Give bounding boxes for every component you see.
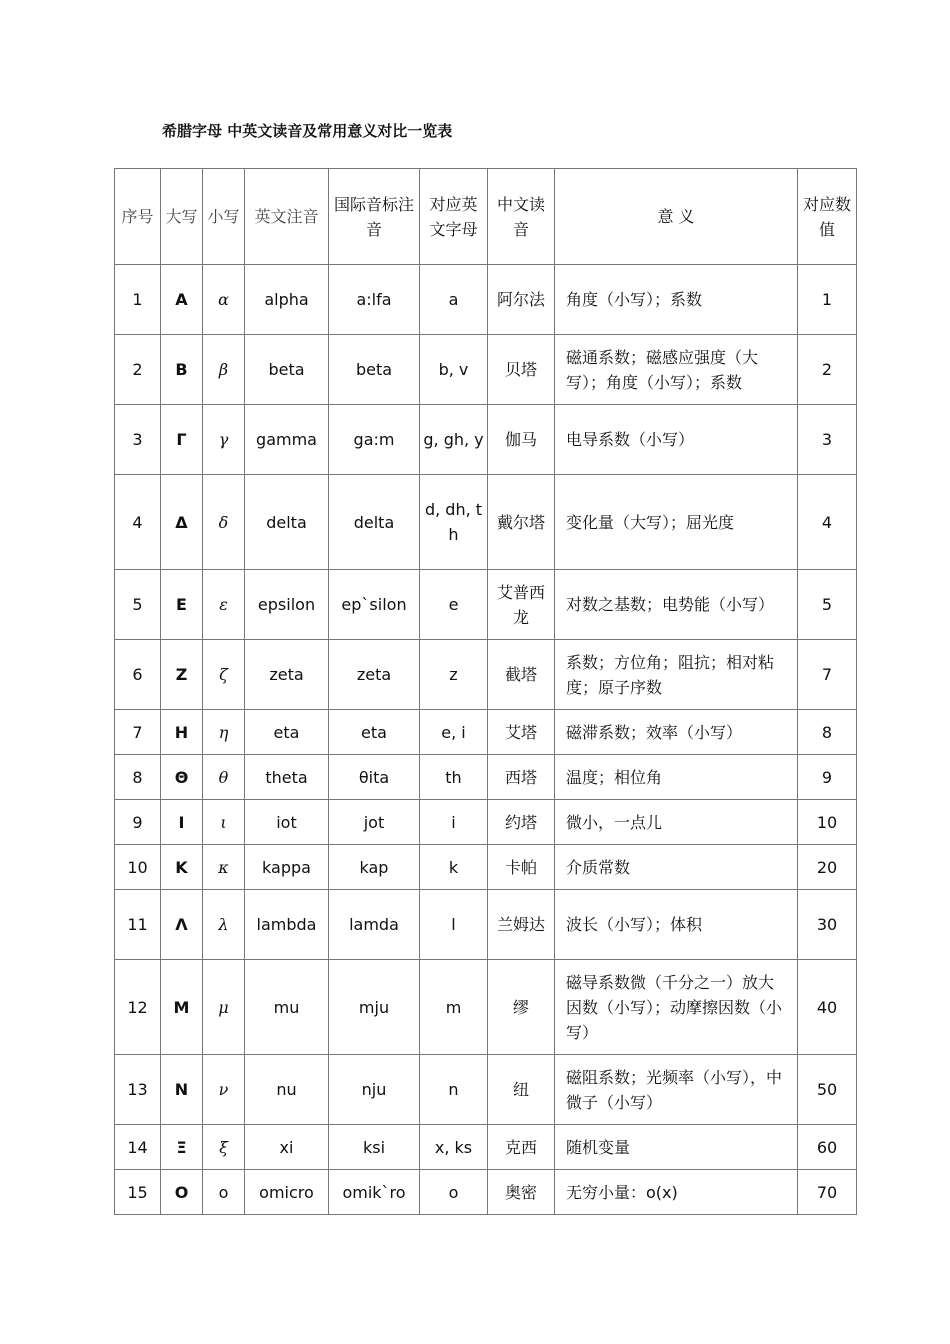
cell-chinese: 阿尔法	[488, 265, 555, 335]
cell-meaning: 电导系数（小写）	[555, 405, 798, 475]
cell-letters: l	[420, 890, 488, 960]
cell-english: xi	[245, 1125, 329, 1170]
cell-meaning: 磁滞系数；效率（小写）	[555, 710, 798, 755]
cell-no: 6	[115, 640, 161, 710]
cell-lower: ε	[203, 570, 245, 640]
cell-no: 7	[115, 710, 161, 755]
cell-lower: ι	[203, 800, 245, 845]
cell-chinese: 缪	[488, 960, 555, 1055]
cell-lower: λ	[203, 890, 245, 960]
cell-value: 60	[798, 1125, 857, 1170]
cell-upper: Δ	[161, 475, 203, 570]
cell-chinese: 艾普西龙	[488, 570, 555, 640]
table-row	[115, 335, 857, 405]
cell-letters: x, ks	[420, 1125, 488, 1170]
table-row	[115, 960, 857, 1055]
cell-letters: z	[420, 640, 488, 710]
cell-value: 3	[798, 405, 857, 475]
cell-english: alpha	[245, 265, 329, 335]
cell-upper: Ο	[161, 1170, 203, 1215]
cell-english: epsilon	[245, 570, 329, 640]
cell-meaning: 磁通系数；磁感应强度（大写）；角度（小写）；系数	[555, 335, 798, 405]
cell-upper: Γ	[161, 405, 203, 475]
header-chinese: 中文读音	[488, 169, 555, 265]
cell-chinese: 西塔	[488, 755, 555, 800]
table-row	[115, 755, 857, 800]
cell-ipa: jot	[329, 800, 420, 845]
cell-lower: η	[203, 710, 245, 755]
cell-value: 70	[798, 1170, 857, 1215]
cell-no: 11	[115, 890, 161, 960]
cell-ipa: mju	[329, 960, 420, 1055]
cell-chinese: 奥密	[488, 1170, 555, 1215]
cell-letters: th	[420, 755, 488, 800]
cell-chinese: 艾塔	[488, 710, 555, 755]
cell-meaning: 角度（小写）；系数	[555, 265, 798, 335]
cell-upper: Θ	[161, 755, 203, 800]
cell-meaning: 对数之基数；电势能（小写）	[555, 570, 798, 640]
cell-no: 8	[115, 755, 161, 800]
cell-upper: Ζ	[161, 640, 203, 710]
table-row	[115, 710, 857, 755]
cell-english: eta	[245, 710, 329, 755]
cell-chinese: 贝塔	[488, 335, 555, 405]
table-body	[115, 265, 857, 1215]
cell-letters: e, i	[420, 710, 488, 755]
cell-letters: m	[420, 960, 488, 1055]
cell-ipa: omik`ro	[329, 1170, 420, 1215]
cell-english: mu	[245, 960, 329, 1055]
cell-letters: d, dh, th	[420, 475, 488, 570]
cell-chinese: 卡帕	[488, 845, 555, 890]
cell-no: 5	[115, 570, 161, 640]
cell-meaning: 微小，一点儿	[555, 800, 798, 845]
cell-value: 30	[798, 890, 857, 960]
cell-lower: ν	[203, 1055, 245, 1125]
cell-ipa: lamda	[329, 890, 420, 960]
cell-meaning: 系数；方位角；阻抗；相对粘度；原子序数	[555, 640, 798, 710]
cell-meaning: 介质常数	[555, 845, 798, 890]
cell-ipa: ep`silon	[329, 570, 420, 640]
cell-english: lambda	[245, 890, 329, 960]
table-row	[115, 1170, 857, 1215]
cell-no: 1	[115, 265, 161, 335]
header-english: 英文注音	[245, 169, 329, 265]
cell-english: nu	[245, 1055, 329, 1125]
cell-english: gamma	[245, 405, 329, 475]
cell-lower: κ	[203, 845, 245, 890]
cell-chinese: 伽马	[488, 405, 555, 475]
header-ipa: 国际音标注音	[329, 169, 420, 265]
greek-alphabet-table	[114, 168, 857, 1215]
cell-letters: n	[420, 1055, 488, 1125]
table-row	[115, 475, 857, 570]
cell-english: omicro	[245, 1170, 329, 1215]
cell-english: zeta	[245, 640, 329, 710]
cell-no: 9	[115, 800, 161, 845]
cell-meaning: 无穷小量：o(x)	[555, 1170, 798, 1215]
cell-upper: Α	[161, 265, 203, 335]
cell-no: 14	[115, 1125, 161, 1170]
cell-lower: o	[203, 1170, 245, 1215]
header-value: 对应数值	[798, 169, 857, 265]
cell-upper: Μ	[161, 960, 203, 1055]
cell-value: 1	[798, 265, 857, 335]
header-upper: 大写	[161, 169, 203, 265]
cell-letters: a	[420, 265, 488, 335]
document-title: 希腊字母 中英文读音及常用意义对比一览表	[162, 122, 453, 140]
cell-chinese: 截塔	[488, 640, 555, 710]
table-row	[115, 890, 857, 960]
cell-chinese: 克西	[488, 1125, 555, 1170]
cell-lower: α	[203, 265, 245, 335]
cell-upper: Ε	[161, 570, 203, 640]
cell-ipa: beta	[329, 335, 420, 405]
cell-upper: Β	[161, 335, 203, 405]
cell-ipa: a:lfa	[329, 265, 420, 335]
cell-english: kappa	[245, 845, 329, 890]
header-letters: 对应英文字母	[420, 169, 488, 265]
cell-ipa: ga:m	[329, 405, 420, 475]
cell-letters: k	[420, 845, 488, 890]
cell-lower: γ	[203, 405, 245, 475]
cell-letters: g, gh, y	[420, 405, 488, 475]
table-row	[115, 405, 857, 475]
cell-value: 20	[798, 845, 857, 890]
cell-ipa: delta	[329, 475, 420, 570]
cell-no: 12	[115, 960, 161, 1055]
cell-upper: Ν	[161, 1055, 203, 1125]
cell-english: iot	[245, 800, 329, 845]
cell-no: 3	[115, 405, 161, 475]
cell-upper: Λ	[161, 890, 203, 960]
cell-value: 40	[798, 960, 857, 1055]
cell-ipa: kap	[329, 845, 420, 890]
cell-no: 10	[115, 845, 161, 890]
cell-value: 50	[798, 1055, 857, 1125]
cell-chinese: 纽	[488, 1055, 555, 1125]
cell-value: 7	[798, 640, 857, 710]
cell-letters: b, v	[420, 335, 488, 405]
cell-value: 10	[798, 800, 857, 845]
cell-lower: θ	[203, 755, 245, 800]
header-lower: 小写	[203, 169, 245, 265]
cell-meaning: 变化量（大写）；屈光度	[555, 475, 798, 570]
cell-letters: i	[420, 800, 488, 845]
cell-english: theta	[245, 755, 329, 800]
cell-meaning: 波长（小写）；体积	[555, 890, 798, 960]
cell-meaning: 磁阻系数；光频率（小写），中微子（小写）	[555, 1055, 798, 1125]
cell-chinese: 兰姆达	[488, 890, 555, 960]
cell-lower: ξ	[203, 1125, 245, 1170]
cell-meaning: 温度；相位角	[555, 755, 798, 800]
cell-upper: Κ	[161, 845, 203, 890]
cell-english: beta	[245, 335, 329, 405]
table-row	[115, 1125, 857, 1170]
cell-english: delta	[245, 475, 329, 570]
cell-ipa: θita	[329, 755, 420, 800]
table-row	[115, 640, 857, 710]
header-no: 序号	[115, 169, 161, 265]
table-row	[115, 845, 857, 890]
cell-chinese: 约塔	[488, 800, 555, 845]
table-row	[115, 1055, 857, 1125]
cell-no: 15	[115, 1170, 161, 1215]
cell-letters: e	[420, 570, 488, 640]
header-meaning: 意 义	[555, 169, 798, 265]
cell-ipa: zeta	[329, 640, 420, 710]
cell-lower: β	[203, 335, 245, 405]
cell-value: 4	[798, 475, 857, 570]
table-row	[115, 570, 857, 640]
table-header-row	[115, 169, 857, 265]
cell-upper: Ι	[161, 800, 203, 845]
cell-meaning: 磁导系数微（千分之一）放大因数（小写）；动摩擦因数（小写）	[555, 960, 798, 1055]
cell-ipa: eta	[329, 710, 420, 755]
cell-value: 9	[798, 755, 857, 800]
cell-lower: μ	[203, 960, 245, 1055]
cell-letters: o	[420, 1170, 488, 1215]
cell-no: 4	[115, 475, 161, 570]
table-row	[115, 265, 857, 335]
cell-value: 8	[798, 710, 857, 755]
cell-meaning: 随机变量	[555, 1125, 798, 1170]
cell-value: 5	[798, 570, 857, 640]
cell-ipa: ksi	[329, 1125, 420, 1170]
cell-lower: δ	[203, 475, 245, 570]
cell-upper: Η	[161, 710, 203, 755]
cell-value: 2	[798, 335, 857, 405]
cell-upper: Ξ	[161, 1125, 203, 1170]
cell-chinese: 戴尔塔	[488, 475, 555, 570]
cell-lower: ζ	[203, 640, 245, 710]
cell-no: 13	[115, 1055, 161, 1125]
cell-no: 2	[115, 335, 161, 405]
cell-ipa: nju	[329, 1055, 420, 1125]
table-row	[115, 800, 857, 845]
